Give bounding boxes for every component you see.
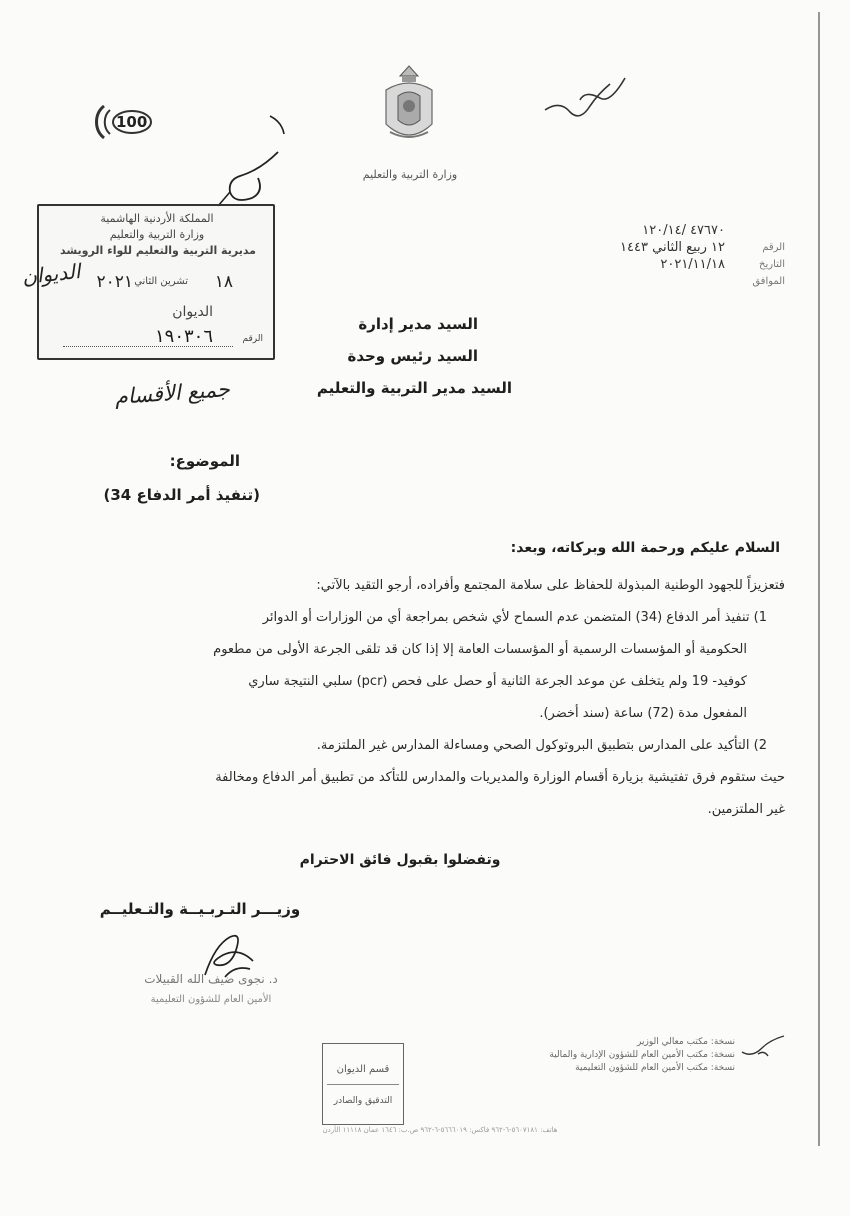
- letter-body: [60, 570, 785, 826]
- reference-labels: [735, 239, 785, 290]
- stamp-line-ministry: وزارة التربية والتعليم: [109, 228, 205, 241]
- handwritten-initial-signature: [540, 70, 630, 130]
- label-number: الرقم: [762, 242, 785, 253]
- gregorian-date: ٢٠٢١/١١/١٨: [660, 257, 725, 272]
- greeting: السلام عليكم ورحمة الله وبركاته، وبعد:: [510, 540, 780, 556]
- stamp-year: ٢٠٢١: [96, 272, 133, 292]
- body-item1-line1: 1) تنفيذ أمر الدفاع (34) المتضمن عدم السماح لأي شخص بمراجعة أي من الوزارات أو الدوائر: [262, 610, 767, 625]
- label-corresponding: الموافق: [752, 276, 785, 287]
- body-item1-line2: الحكومية أو المؤسسات الرسمية أو المؤسسات العامة إلا إذا كان قد تلقى الجرعة الأولى من مطعوم: [213, 642, 747, 657]
- centenary-logo: [92, 100, 154, 142]
- handwritten-referral-mark: [210, 112, 310, 212]
- footer-contact: هاتف: ٥٦٠٧١٨١-٦-٩٦٢ فاكس: ٥٦٦٦٠١٩-٦-٩٦٢ ص.ب: ١٦٤٦ عمان ١١١١٨ الأردن: [322, 1126, 558, 1134]
- handwritten-all-sections: جميع الأقسام: [113, 377, 231, 410]
- body-item2: 2) التأكيد على المدارس بتطبيق البروتوكول الصحي ومساءلة المدارس غير الملتزمة.: [316, 738, 767, 753]
- closing-line: وتفضلوا بقبول فائق الاحترام: [299, 852, 501, 868]
- reference-number: ٤٧٦٧٠ /١٢٠/١٤: [642, 223, 725, 238]
- stamp-month: تشرين الثاني: [134, 276, 188, 287]
- label-date: التاريخ: [759, 259, 785, 270]
- stamp-day: ١٨: [214, 272, 233, 292]
- copies-list: [485, 1036, 735, 1075]
- stamp-line-kingdom: المملكة الأردنية الهاشمية: [100, 212, 214, 225]
- body-para-line1: حيث ستقوم فرق تفتيشية بزيارة أقسام الوزارة والمديريات والمدارس للتأكد من تطبيق أمر الدفاع ومخالفة: [215, 770, 785, 785]
- department-stamp: [322, 1043, 404, 1125]
- department-stamp-line2: التدقيق والصادر: [333, 1096, 393, 1106]
- stamp-ref-label: الرقم: [242, 334, 263, 344]
- signatory-position: الأمين العام للشؤون التعليمية: [150, 994, 272, 1005]
- addressee-3: السيد مدير التربية والتعليم: [316, 379, 512, 397]
- addressee-list: [200, 308, 512, 404]
- stamp-office: الديوان: [172, 304, 213, 320]
- handwritten-diwan: الديوان: [20, 259, 82, 289]
- coat-of-arms-emblem: [378, 62, 440, 150]
- hijri-date: ١٢ ربيع الثاني ١٤٤٣: [620, 240, 725, 255]
- body-intro: فتعزيزاً للجهود الوطنية المبذولة للحفاظ على سلامة المجتمع وأفراده، أرجو التقيد بالآتي:: [316, 578, 785, 593]
- subject-label: الموضوع:: [169, 452, 240, 470]
- body-item1-line3: كوفيد- 19 ولم يتخلف عن موعد الجرعة الثانية أو حصل على فحص (pcr) سلبي النتيجة ساري: [248, 674, 747, 689]
- department-stamp-line1: قسم الديوان: [336, 1064, 390, 1075]
- body-item1-line4: المفعول مدة (72) ساعة (سند أخضر).: [539, 706, 747, 721]
- addressee-1: السيد مدير إدارة: [358, 315, 478, 333]
- copy-3: نسخة: مكتب الأمين العام للشؤون التعليمية: [575, 1063, 735, 1073]
- stamp-ref-value: ١٩٠٣٠٦: [154, 326, 213, 347]
- copy-2: نسخة: مكتب الأمين العام للشؤون الإدارية والمالية: [549, 1050, 735, 1060]
- signatory-name: د. نجوى ضيف الله القبيلات: [144, 972, 278, 986]
- copy-1: نسخة: مكتب معالي الوزير: [637, 1037, 735, 1047]
- addressee-2: السيد رئيس وحدة: [347, 347, 478, 365]
- subject-text: (تنفيذ أمر الدفاع 34): [103, 486, 260, 504]
- centenary-logo-text: 100: [116, 113, 148, 131]
- department-stamp-divider: [327, 1084, 399, 1085]
- stamp-line-directorate: مديرية التربية والتعليم للواء الرويشد: [60, 244, 256, 257]
- copies-tick-mark: [738, 1032, 788, 1062]
- signatory-title: وزيـــر التـربـيــة والتـعليــم: [99, 900, 301, 918]
- reference-values: [560, 222, 725, 273]
- scan-edge-line: [818, 12, 820, 1146]
- ministry-name: وزارة التربية والتعليم: [362, 168, 458, 181]
- body-para-line2: غير الملتزمين.: [707, 802, 785, 817]
